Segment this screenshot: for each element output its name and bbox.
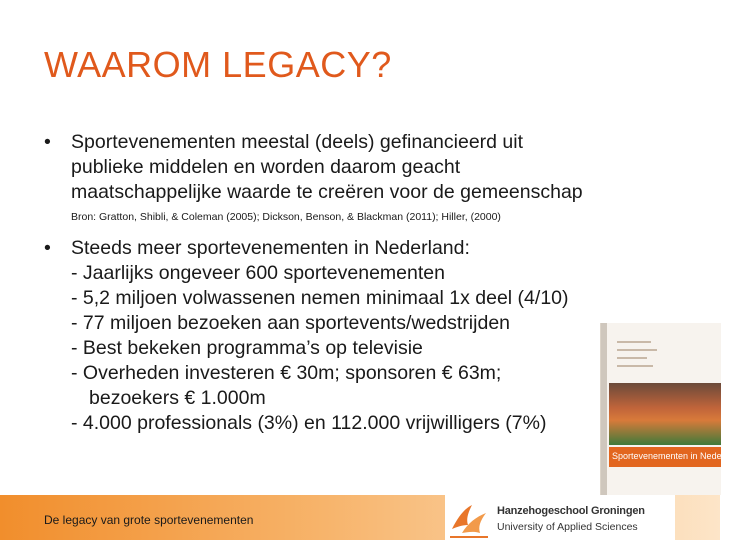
- bullet-dot: •: [44, 131, 51, 153]
- source-citation: Bron: Gratton, Shibli, & Coleman (2005); Dickson, Benson, & Blackman (2011); Hiller, (2000): [71, 211, 501, 223]
- logo-subtitle: University of Applied Sciences: [497, 521, 638, 533]
- bullet-line: maatschappelijke waarde te creëren voor de gemeenschap: [71, 181, 583, 203]
- bullet-netherlands: [44, 236, 684, 436]
- logo-name: Hanzehogeschool Groningen: [497, 505, 645, 517]
- bullet-financing: [44, 130, 684, 224]
- bullet-line: - 4.000 professionals (3%) en 112.000 vrijwilligers (7%): [71, 412, 547, 434]
- page-number: 3: [664, 506, 671, 520]
- book-title-band: [609, 447, 742, 467]
- slide-title: WAAROM LEGACY?: [44, 44, 392, 85]
- stadium-photo: [609, 383, 721, 445]
- bullet-line: bezoekers € 1.000m: [89, 387, 266, 409]
- bullet-line: publieke middelen en worden daarom geacht: [71, 156, 461, 178]
- slide-body: [44, 130, 684, 436]
- bullet-line: - Best bekeken programma’s op televisie: [71, 337, 423, 359]
- bullet-line: - Overheden investeren € 30m; sponsoren € 63m;: [71, 362, 502, 384]
- book-spine: [601, 323, 607, 495]
- bullet-line: - 77 miljoen bezoeken aan sportevents/wedstrijden: [71, 312, 511, 334]
- hanze-logo-mark-icon: [448, 499, 492, 539]
- hanze-logo: [445, 495, 675, 540]
- book-title: Sportevenementen in Nederland: [612, 451, 742, 461]
- bullet-line: - 5,2 miljoen volwassenen nemen minimaal 1x deel (4/10): [71, 287, 569, 309]
- bullet-line: - Jaarlijks ongeveer 600 sportevenementen: [71, 262, 445, 284]
- footer-label: De legacy van grote sportevenementen: [44, 513, 254, 527]
- bullet-dot: •: [44, 237, 51, 259]
- bullet-line: Sportevenementen meestal (deels) gefinancieerd uit: [71, 131, 524, 153]
- book-cover-image: [600, 323, 742, 495]
- bullet-line: Steeds meer sportevenementen in Nederland:: [71, 237, 470, 259]
